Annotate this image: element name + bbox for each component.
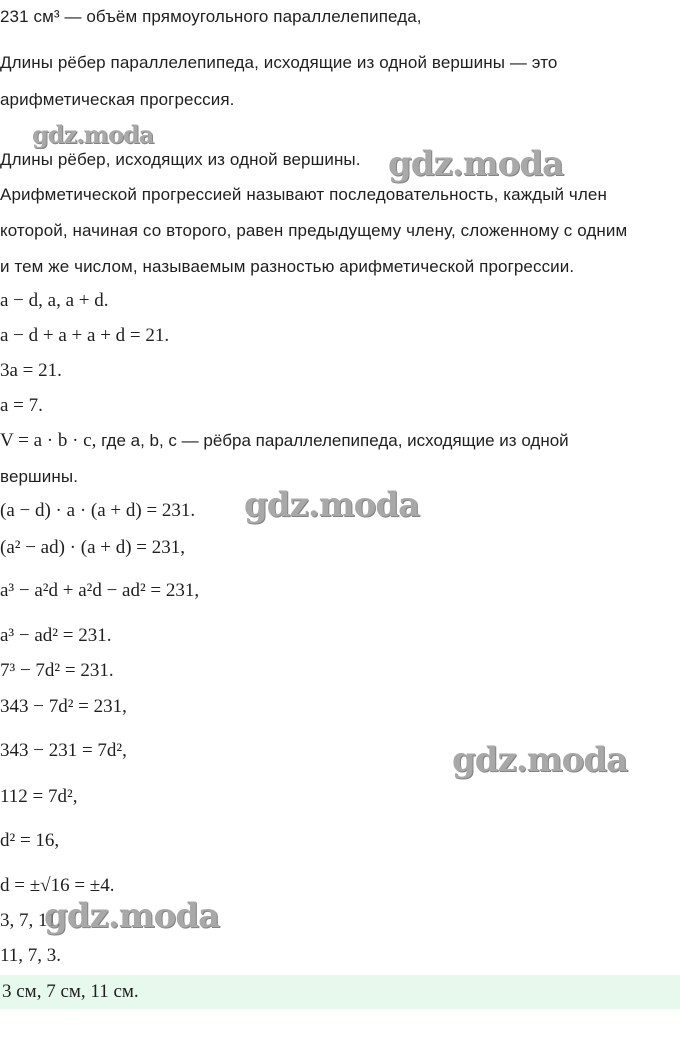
- watermark-logo-5: gdz.moda: [44, 896, 220, 936]
- volume-statement: 231 см³ — объём прямоугольного параллелепипеда,: [0, 7, 422, 26]
- volume-formula-note: где a, b, c — рёбра параллелепипеда, исходящие из одной: [96, 431, 569, 450]
- math-sum: a − d + a + a + d = 21.: [0, 325, 170, 346]
- math-simplified: a³ − ad² = 231.: [0, 625, 112, 646]
- volume-formula: V = a · b · c,: [0, 430, 97, 451]
- math-d-squared: d² = 16,: [0, 830, 60, 851]
- math-sequence-1: 3, 7, 11.: [0, 910, 62, 931]
- math-343-minus: 343 − 231 = 7d²,: [0, 740, 127, 761]
- definition-line-3: и тем же числом, называемым разностью арифметической прогрессии.: [0, 257, 575, 276]
- answer-text: 3 см, 7 см, 11 см.: [2, 981, 139, 1002]
- definition-line-1: Арифметической прогрессией называют последовательность, каждый член: [0, 185, 607, 204]
- math-product: (a − d) · a · (a + d) = 231.: [0, 500, 196, 521]
- math-112: 112 = 7d²,: [0, 786, 78, 807]
- math-a-value: a = 7.: [0, 395, 43, 416]
- definition-line-2: которой, начиная со второго, равен предыдущему члену, сложенному с одним: [0, 221, 628, 240]
- math-terms: a − d, a, a + d.: [0, 290, 109, 311]
- math-3a: 3a = 21.: [0, 360, 62, 381]
- edges-statement: Длины рёбер параллелепипеда, исходящие из одной вершины — это: [0, 53, 558, 72]
- math-expand-1: (a² − ad) · (a + d) = 231,: [0, 537, 186, 558]
- edges-statement-cont: арифметическая прогрессия.: [0, 90, 235, 109]
- watermark-logo-3: gdz.moda: [244, 485, 420, 525]
- math-sequence-2: 11, 7, 3.: [0, 945, 62, 966]
- math-substitute: 7³ − 7d² = 231.: [0, 660, 114, 681]
- watermark-logo-2: gdz.moda: [388, 144, 564, 184]
- math-d-value: d = ±√16 = ±4.: [0, 875, 115, 896]
- watermark-logo-4: gdz.moda: [452, 740, 628, 780]
- edges-note: Длины рёбер, исходящих из одной вершины.: [0, 150, 361, 169]
- math-volume-formula: [0, 430, 569, 452]
- volume-formula-cont: вершины.: [0, 467, 79, 486]
- math-expand-2: a³ − a²d + a²d − ad² = 231,: [0, 580, 200, 601]
- math-343: 343 − 7d² = 231,: [0, 696, 127, 717]
- watermark-logo-1: gdz.moda: [32, 120, 154, 149]
